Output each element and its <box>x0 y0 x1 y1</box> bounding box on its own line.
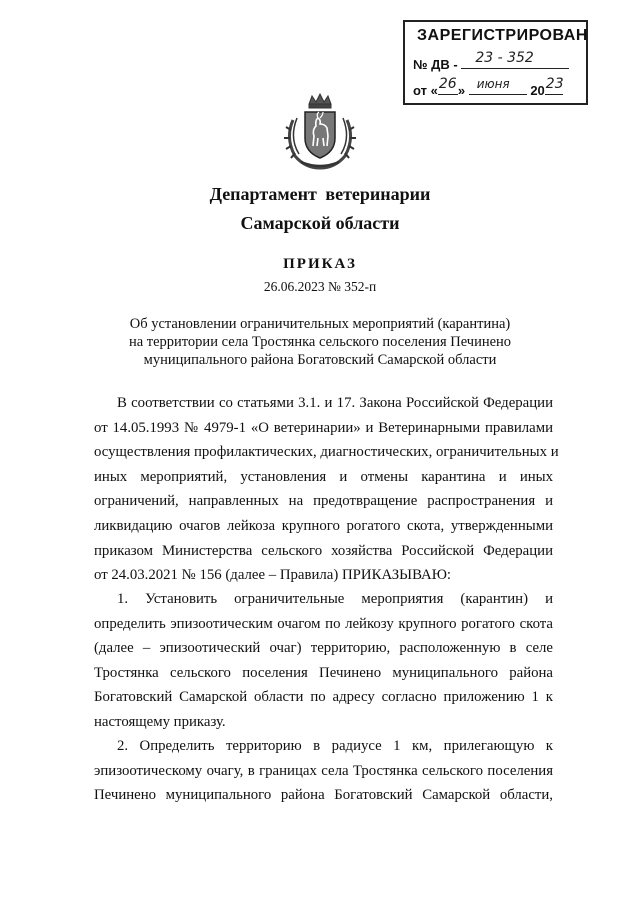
department-name-line1: Департамент ветеринарии <box>209 184 431 204</box>
stamp-month-line <box>469 77 527 95</box>
paragraph-item-2 <box>94 734 553 808</box>
text-line: настоящему приказу. <box>94 713 226 730</box>
stamp-number-value: 23 - 352 <box>475 50 534 66</box>
registration-stamp <box>403 20 588 105</box>
stamp-date-prefix: от « <box>413 83 438 98</box>
coat-of-arms-emblem <box>279 90 361 172</box>
text-line: (далее – эпизоотический очаг) территорию, расположенную в селе <box>94 640 553 657</box>
stamp-year-line <box>545 76 564 95</box>
order-subject-line: Об установлении ограничительных мероприятий (карантина) <box>129 316 511 332</box>
text-line: иных мероприятий, установления и отмены карантина и иных <box>94 468 553 485</box>
paragraph-preamble <box>94 391 559 588</box>
order-title: ПРИКАЗ <box>283 256 357 272</box>
order-subject-line: на территории села Тростянка сельского поселения Печинено <box>128 334 512 350</box>
order-subject-line: муниципального района Богатовский Самарской области <box>143 352 497 368</box>
text-line: ограничений, направленных на предотвращение распространения и <box>94 493 553 510</box>
text-line: ликвидацию очагов лейкоза крупного рогатого скота, утвержденными <box>94 517 553 534</box>
stamp-title: ЗАРЕГИСТРИРОВАН <box>417 27 588 44</box>
text-line: 1. Установить ограничительные мероприятия (карантин) и <box>117 591 553 607</box>
text-line: от 14.05.1993 № 4979-1 «О ветеринарии» и Ветеринарными правилами <box>94 419 553 436</box>
stamp-number-prefix: № ДВ - <box>413 57 458 72</box>
department-name-line2: Самарской области <box>240 213 400 233</box>
text-line: Тростянка сельского поселения Печинено муниципального района <box>94 664 553 681</box>
stamp-number-line <box>461 50 569 69</box>
stamp-date-day: 26 <box>438 76 457 92</box>
stamp-year-prefix: 20 <box>530 83 545 98</box>
text-line: осуществления профилактических, диагностических, ограничительных и <box>94 444 559 461</box>
stamp-date-row <box>413 76 564 98</box>
text-line: В соответствии со статьями 3.1. и 17. Закона Российской Федерации <box>117 395 553 411</box>
stamp-date-mid: » <box>457 83 466 98</box>
stamp-date-month: июня <box>476 77 510 91</box>
text-line: 2. Определить территорию в радиусе 1 км, прилегающую к <box>117 738 553 754</box>
stamp-day-line <box>438 76 458 95</box>
stamp-number-row <box>413 50 569 72</box>
paragraph-item-1 <box>94 587 553 735</box>
text-line: эпизоотическому очагу, в границах села Тростянка сельского поселения <box>94 762 553 779</box>
text-line: Печинено муниципального района Богатовский Самарской области, <box>94 787 553 804</box>
order-date-number: 26.06.2023 № 352-п <box>263 279 377 294</box>
text-line: от 24.03.2021 № 156 (далее – Правила) ПРИКАЗЫВАЮ: <box>94 567 452 584</box>
text-line: определить эпизоотическим очагом по лейкозу крупного рогатого скота <box>94 615 553 632</box>
text-line: приказом Министерства сельского хозяйства Российской Федерации <box>94 542 553 559</box>
text-line: Богатовский Самарской области по адресу согласно приложению 1 к <box>94 689 553 706</box>
stamp-date-year: 23 <box>545 76 564 92</box>
